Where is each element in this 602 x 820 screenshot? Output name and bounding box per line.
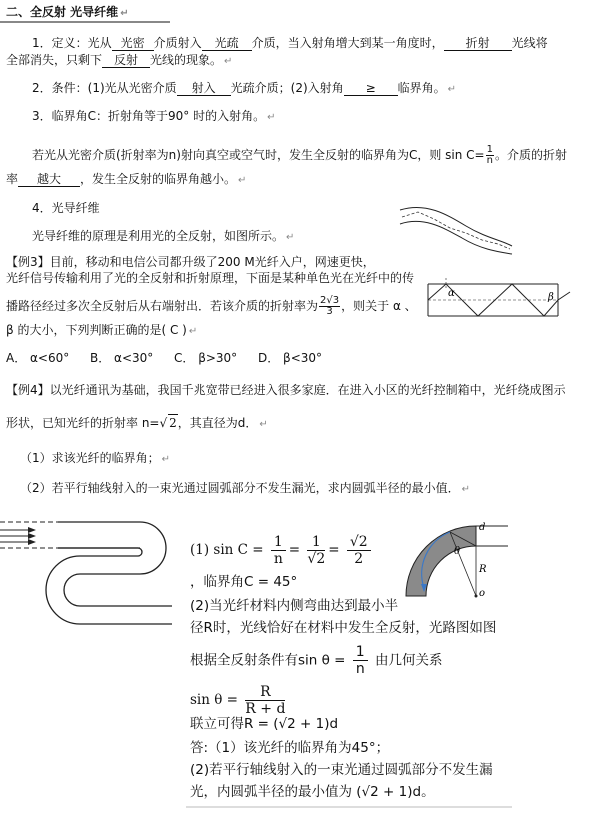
- critical-formula-line-2: 率 越大 ，发生全反射的临界角越小。 ↵: [6, 172, 247, 186]
- example3-line-4: β 的大小，下列判断正确的是( C ) ↵: [6, 323, 198, 337]
- one-over-n-fraction: $\frac{1}{n}$: [486, 144, 493, 166]
- solution-line-6: sin θ = $\frac{R}{R + d}$: [190, 684, 286, 717]
- o-label: o: [479, 588, 486, 598]
- fiber-ray-diagram: [426, 276, 572, 324]
- solution-line-3: (2)当光纤材料内侧弯曲达到最小半: [190, 598, 399, 614]
- solution-line-8: 答:（1）该光纤的临界角为45°；: [190, 740, 390, 756]
- fiber-title: 4．光导纤维: [32, 201, 100, 215]
- example3-line-1: 【例3】目前，移动和电信公司都升级了200 M光纤入户，网速更快，: [6, 255, 375, 269]
- critical-angle-line: 3．临界角C：折射角等于90° 时的入射角。 ↵: [32, 109, 276, 123]
- alpha-label: α: [448, 288, 455, 299]
- solution-line-7: 联立可得R = (√2 + 1)d: [190, 716, 339, 732]
- example4-question-1: （1）求该光纤的临界角； ↵: [20, 451, 171, 465]
- bottom-rule: [186, 806, 512, 809]
- beta-label: β: [548, 292, 554, 303]
- example3-options: A． α<60° B． α<30° C． β>30° D． β<30°: [6, 351, 323, 365]
- definition-line-1: 1．定义：光从 光密 介质射入 光疏 介质，当入射角增大到某一角度时， 折射 光线将: [32, 36, 548, 50]
- solution-line-2: ，临界角C = 45°: [190, 574, 298, 590]
- theta-label: θ: [454, 546, 461, 557]
- example4-line-1: 【例4】以光纤通讯为基础，我国千兆宽带已经进入很多家庭．在进入小区的光纤控制箱中，光纤绕成图示: [6, 383, 566, 397]
- d-label: d: [479, 522, 486, 533]
- solution-line-10: 光，内圆弧半径的最小值为 (√2 + 1)d。: [190, 784, 435, 800]
- example4-line-2: 形状，已知光纤的折射率 n=√ 2，其直径为d． ↵: [6, 416, 268, 430]
- solution-line-1: (1) sin C = $\frac{1}{n}$ = $\frac{1}{√2}$ = $\frac{√2}{2}$: [190, 534, 374, 567]
- coiled-fiber-diagram: [0, 518, 172, 648]
- example4-question-2: （2）若平行轴线射入的一束光通过圆弧部分不发生漏光，求内圆弧半径的最小值． ↵: [20, 481, 471, 495]
- condition-line: 2．条件：(1)光从光密介质 射入 光疏介质；(2)入射角 ≥ 临界角。 ↵: [32, 81, 457, 95]
- solution-line-5: 根据全反射条件有sin θ = $\frac{1}{n}$ 由几何关系: [190, 644, 443, 677]
- example3-line-2: 光纤信号传输利用了光的全反射和折射原理，下面是某种单色光在光纤中的传: [6, 271, 415, 285]
- critical-formula-line-1: 若光从光密介质(折射率为n)射向真空或空气时，发生全反射的临界角为C，则 sin C= $\frac{1}{n}$ 。介质的折射: [32, 144, 567, 166]
- solution-line-4: 径R时，光线恰好在材料中发生全反射，光路图如图: [190, 620, 497, 636]
- definition-line-2: 全部消失，只剩下 反射 光线的现象。 ↵: [6, 53, 233, 67]
- section-title: 二、全反射 光导纤维 ↵: [6, 5, 129, 19]
- solution-line-9: (2)若平行轴线射入的一束光通过圆弧部分不发生漏: [190, 762, 493, 778]
- refractive-index-fraction: $\frac{2√3}{3}$: [320, 295, 340, 317]
- bend-geometry-diagram: [402, 522, 512, 598]
- fiber-description: 光导纤维的原理是利用光的全反射，如图所示。 ↵: [32, 229, 295, 243]
- r-label: R: [479, 564, 487, 575]
- header-rule: [0, 21, 170, 24]
- example3-line-3: 播路径经过多次全反射后从右端射出．若该介质的折射率为 $\frac{2√3}{3}$ ，则关于 α 、: [6, 295, 417, 317]
- fiber-curve-diagram: [396, 200, 516, 256]
